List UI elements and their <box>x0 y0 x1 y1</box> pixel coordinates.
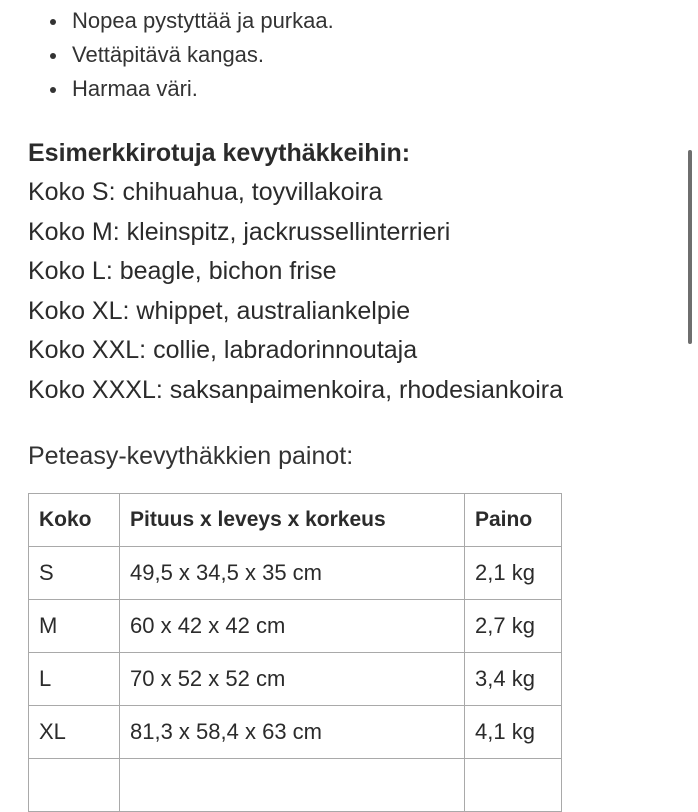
cell-dimensions: 81,3 x 58,4 x 63 cm <box>120 706 465 759</box>
breed-example-line: Koko M: kleinspitz, jackrussellinterrieri <box>28 217 451 246</box>
column-header-size: Koko <box>29 494 120 547</box>
column-header-weight: Paino <box>465 494 562 547</box>
column-header-dimensions: Pituus x leveys x korkeus <box>120 494 465 547</box>
cell-weight: 4,1 kg <box>465 706 562 759</box>
cell-size: S <box>29 547 120 600</box>
table-row <box>29 653 562 706</box>
breed-example-line: Koko XXL: collie, labradorinnoutaja <box>28 336 418 364</box>
breed-example-line: Koko L: beagle, bichon frise <box>28 257 337 285</box>
cell-dimensions <box>120 759 465 812</box>
scrollbar-thumb[interactable] <box>688 150 692 344</box>
cell-dimensions: 70 x 52 x 52 cm <box>120 653 465 706</box>
breed-example-line: Koko XL: whippet, australiankelpie <box>28 296 411 325</box>
feature-list <box>72 4 334 106</box>
cell-dimensions: 60 x 42 x 42 cm <box>120 600 465 653</box>
list-item: Vettäpitävä kangas. <box>72 38 334 72</box>
cell-size: M <box>29 600 120 653</box>
cell-weight: 2,1 kg <box>465 547 562 600</box>
breed-example-line: Koko XXXL: saksanpaimenkoira, rhodesiankoira <box>28 375 564 404</box>
list-item: Harmaa väri. <box>72 72 334 106</box>
cell-size <box>29 759 120 812</box>
table-row <box>29 547 562 600</box>
weights-title: Peteasy-kevythäkkien painot: <box>28 442 354 470</box>
cell-weight: 3,4 kg <box>465 653 562 706</box>
table-header-row <box>29 494 562 547</box>
breed-example-line: Koko S: chihuahua, toyvillakoira <box>28 178 383 206</box>
weights-table <box>28 493 562 812</box>
cell-size: L <box>29 653 120 706</box>
cell-dimensions: 49,5 x 34,5 x 35 cm <box>120 547 465 600</box>
table-row <box>29 706 562 759</box>
table-row <box>29 600 562 653</box>
cell-weight <box>465 759 562 812</box>
breed-examples-heading: Esimerkkirotuja kevythäkkeihin: <box>28 139 411 167</box>
cell-weight: 2,7 kg <box>465 600 562 653</box>
table-row <box>29 759 562 812</box>
list-item: Nopea pystyttää ja purkaa. <box>72 4 334 38</box>
breed-examples <box>28 133 563 410</box>
cell-size: XL <box>29 706 120 759</box>
